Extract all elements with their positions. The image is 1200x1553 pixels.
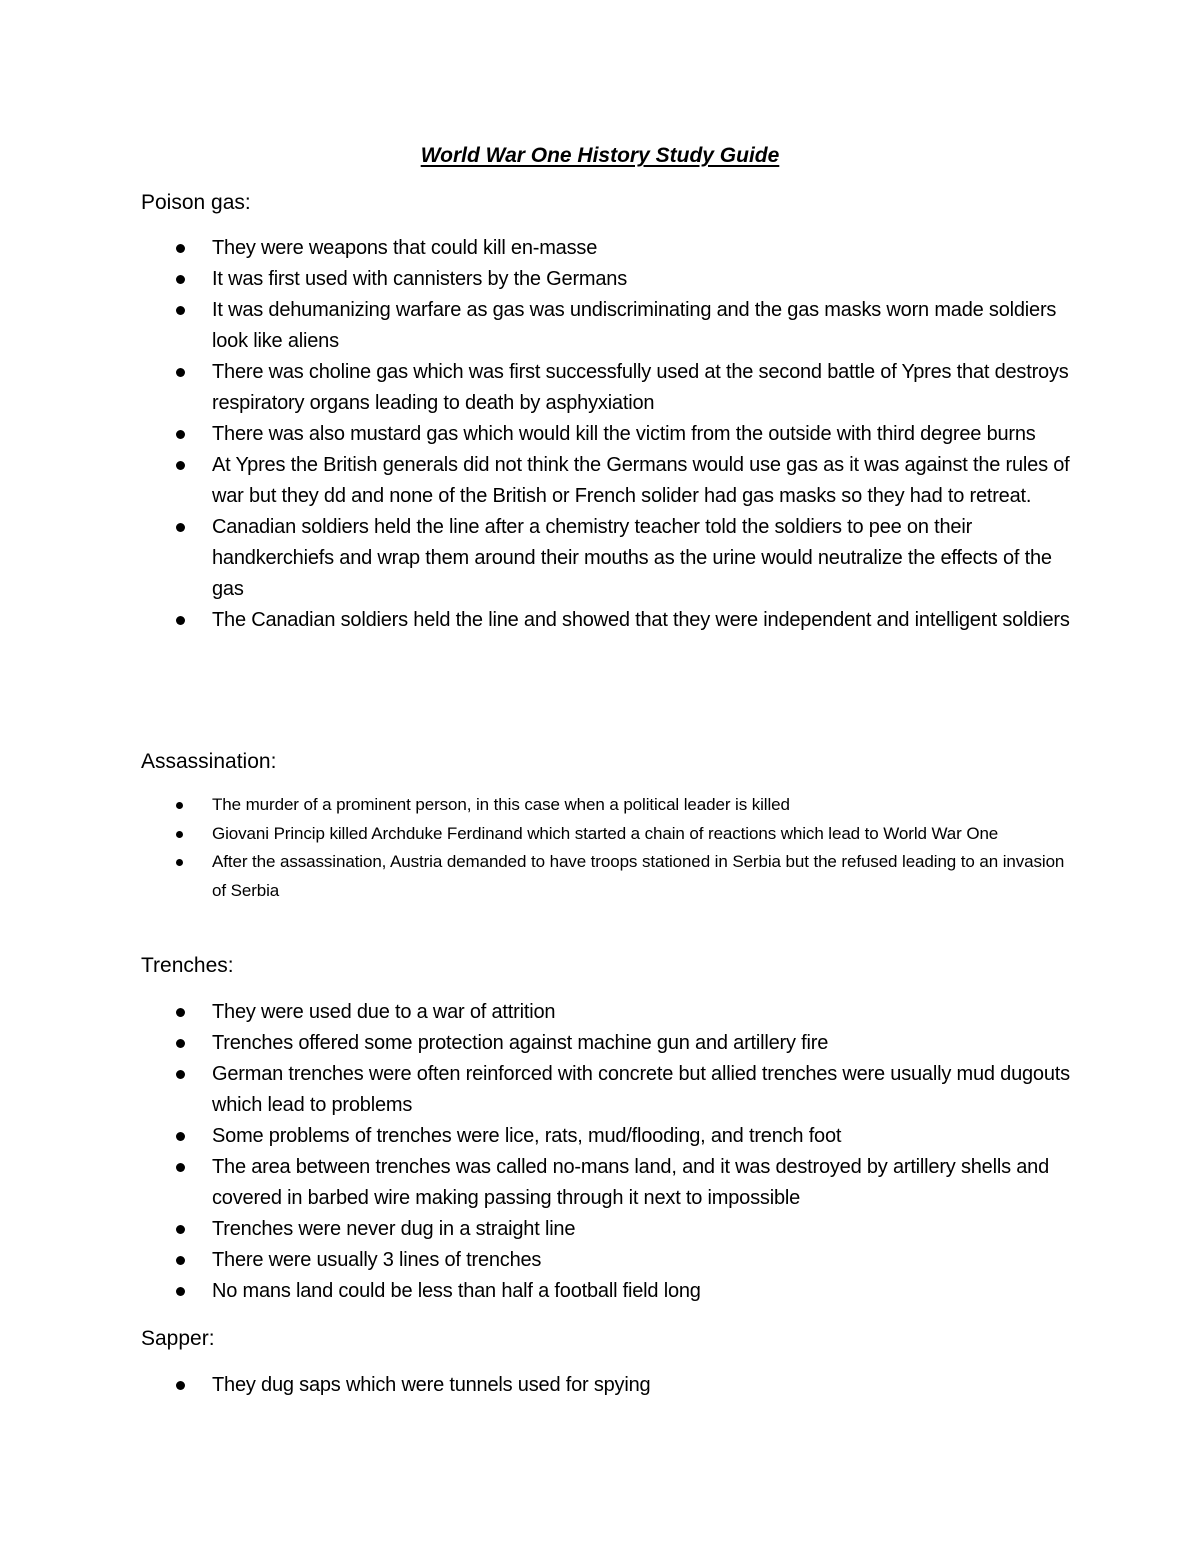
bullet-icon [176,523,185,532]
list-item-text: They were weapons that could kill en-masse [212,237,598,259]
section-heading: Trenches: [141,954,234,977]
bullet-icon [176,368,185,377]
list-item-text: Canadian soldiers held the line after a chemistry teacher told the soldiers to pee on their handkerchiefs and wrap them around their mouths as the urine would neutralize the effects of the gas [212,516,1052,600]
section-heading: Poison gas: [141,191,251,214]
section-sapper [141,1323,1071,1401]
list-item [141,1276,1071,1307]
section-heading: Sapper: [141,1327,215,1350]
list-item [141,1121,1071,1152]
list-item-text: They were used due to a war of attrition [212,1001,556,1023]
bullet-icon [176,1008,185,1017]
document-title: World War One History Study Guide [420,144,780,167]
list-item-text: Trenches were never dug in a straight line [212,1218,576,1240]
list-item [141,848,1071,905]
bullet-icon [176,306,185,315]
list-item-text: There were usually 3 lines of trenches [212,1249,542,1271]
list-item [141,264,1071,295]
list-item-text: No mans land could be less than half a football field long [212,1280,701,1302]
list-item-text: Giovani Princip killed Archduke Ferdinand which started a chain of reactions which lead to World War One [212,823,999,843]
list-item-text: Some problems of trenches were lice, rats, mud/flooding, and trench foot [212,1125,842,1147]
bullet-icon [176,1070,185,1079]
bullet-icon [176,430,185,439]
bullet-icon [176,1039,185,1048]
bullet-icon [176,275,185,284]
list-item-text: There was choline gas which was first successfully used at the second battle of Ypres that destroys respiratory organs leading to death by asphyxiation [212,361,1069,414]
list-item [141,1028,1071,1059]
bullet-icon [176,1132,185,1141]
bullet-icon [176,1256,185,1265]
list-item-text: German trenches were often reinforced with concrete but allied trenches were usually mud dugouts which lead to problems [212,1063,1070,1116]
list-item-text: They dug saps which were tunnels used for spying [212,1374,651,1396]
list-item [141,1152,1071,1214]
list-item-text: After the assassination, Austria demanded to have troops stationed in Serbia but the refused leading to an invasion of Serbia [212,852,1065,900]
list-item-text: The Canadian soldiers held the line and showed that they were independent and intelligent soldiers [212,609,1070,631]
list-item-text: Trenches offered some protection against machine gun and artillery fire [212,1032,829,1054]
bullet-list [141,233,1071,636]
list-item-text: The murder of a prominent person, in this case when a political leader is killed [212,795,790,814]
section-trenches [141,950,1071,1307]
list-item [141,1245,1071,1276]
bullet-list [141,997,1071,1307]
list-item-text: The area between trenches was called no-mans land, and it was destroyed by artillery shells and covered in barbed wire making passing through it next to impossible [212,1156,1050,1209]
section-heading: Assassination: [141,750,277,773]
list-item [141,605,1071,636]
bullet-list [141,791,1071,905]
list-item [141,791,1071,820]
list-item-text: It was first used with cannisters by the Germans [212,268,628,290]
section-poison-gas [141,187,1071,636]
list-item [141,1370,1071,1401]
bullet-icon [176,859,183,866]
list-item-text: It was dehumanizing warfare as gas was undiscriminating and the gas masks worn made soldiers look like aliens [212,299,1057,352]
list-item [141,233,1071,264]
list-item [141,997,1071,1028]
list-item [141,419,1071,450]
bullet-icon [176,1381,185,1390]
bullet-icon [176,1225,185,1234]
list-item [141,450,1071,512]
list-item [141,1214,1071,1245]
bullet-icon [176,616,185,625]
list-item [141,357,1071,419]
bullet-list [141,1370,1071,1401]
bullet-icon [176,461,185,470]
bullet-icon [176,1287,185,1296]
bullet-icon [176,831,183,838]
bullet-icon [176,802,183,809]
bullet-icon [176,244,185,253]
section-assassination [141,746,1071,905]
list-item-text: There was also mustard gas which would kill the victim from the outside with third degree burns [212,423,1036,445]
list-item [141,295,1071,357]
list-item [141,1059,1071,1121]
list-item-text: At Ypres the British generals did not think the Germans would use gas as it was against the rules of war but they dd and none of the British or French solider had gas masks so they had to retreat. [212,454,1070,507]
list-item [141,512,1071,605]
bullet-icon [176,1163,185,1172]
list-item [141,820,1071,849]
